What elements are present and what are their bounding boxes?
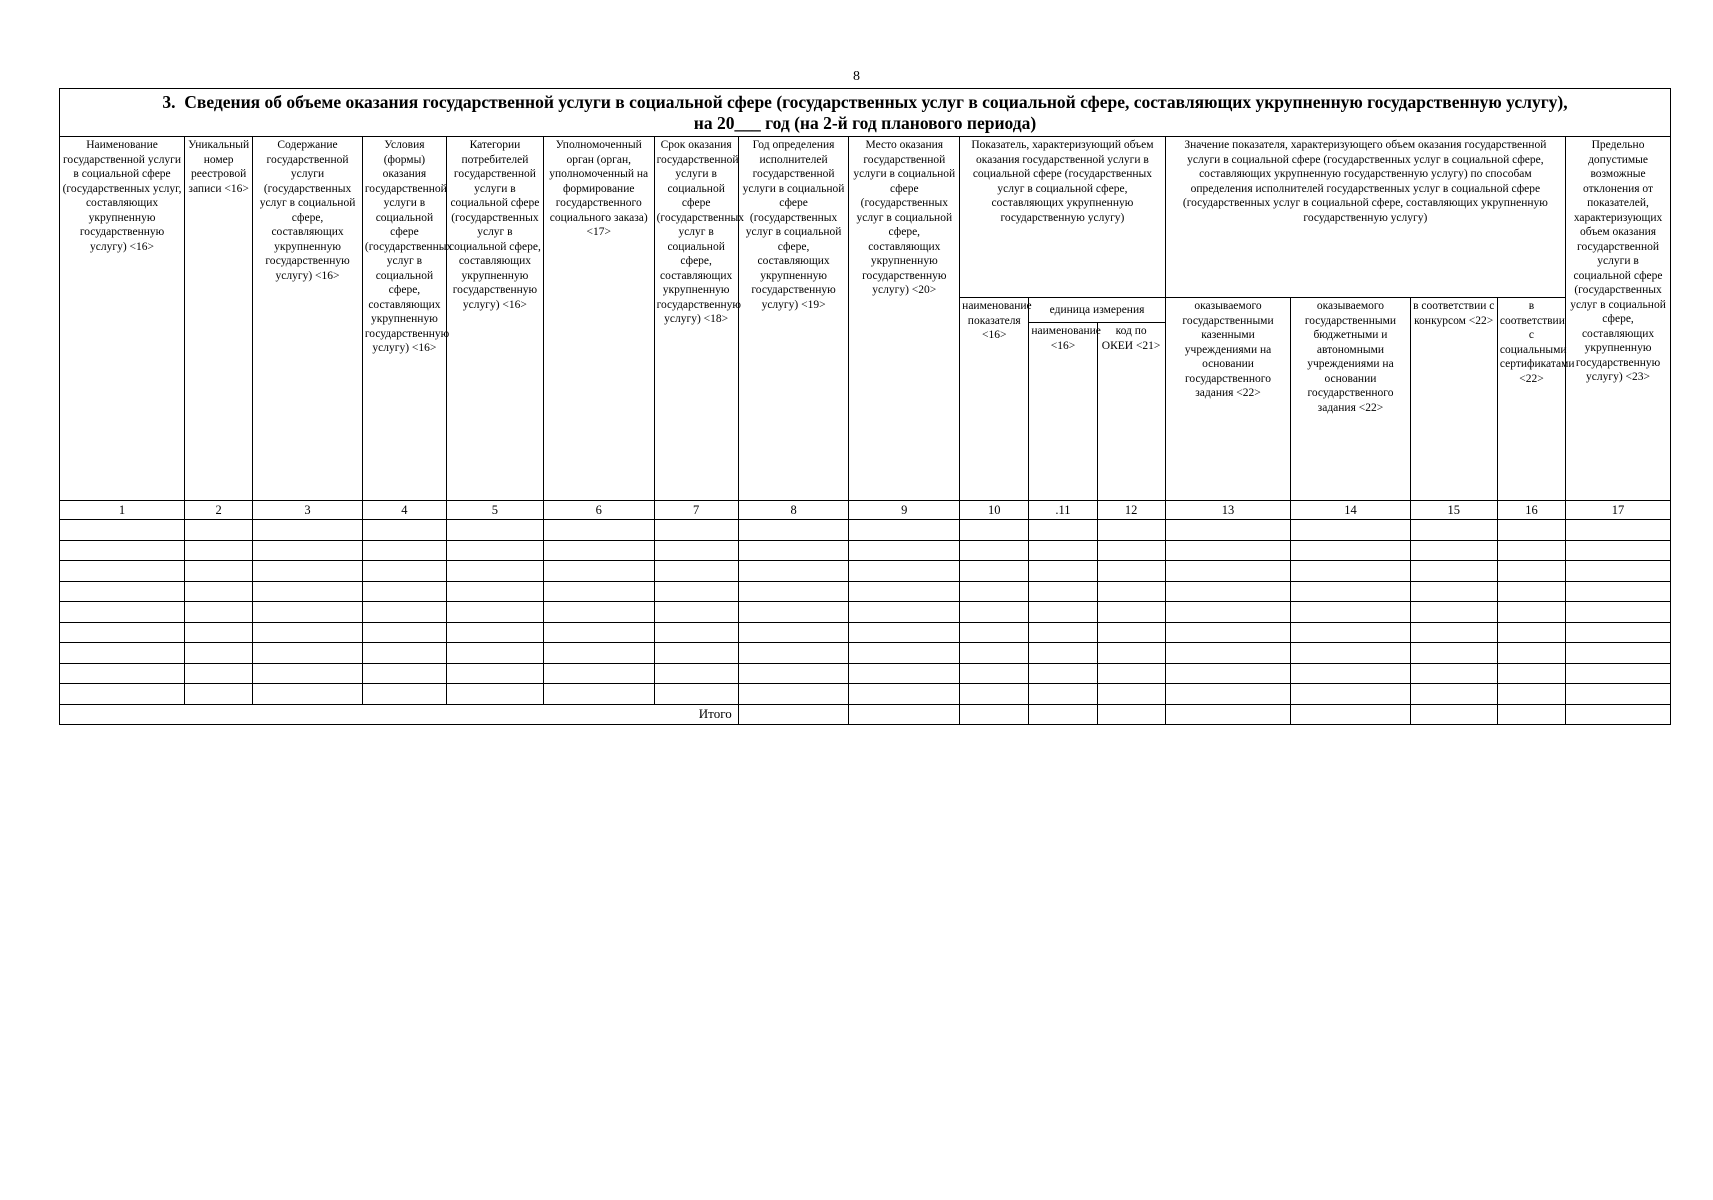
column-number: 3 <box>253 501 363 520</box>
table-cell[interactable] <box>738 520 849 541</box>
table-cell[interactable] <box>1410 602 1497 623</box>
table-cell[interactable] <box>60 540 185 561</box>
total-row <box>60 704 1670 724</box>
table-cell[interactable] <box>1291 704 1410 724</box>
table-cell[interactable] <box>654 581 738 602</box>
header-registry-number: Уникальный номер реестровой записи <16> <box>185 137 253 501</box>
table-cell[interactable] <box>1097 684 1165 705</box>
table-cell[interactable] <box>362 684 446 705</box>
section-number: 3. <box>162 92 176 112</box>
table-cell[interactable] <box>960 704 1029 724</box>
table-cell[interactable] <box>960 581 1029 602</box>
table-cell[interactable] <box>362 581 446 602</box>
header-unit-name: наименование <16> <box>1029 323 1097 501</box>
total-label: Итого <box>60 704 738 724</box>
table-cell[interactable] <box>1291 643 1410 664</box>
table-cell[interactable] <box>446 622 543 643</box>
table-cell[interactable] <box>362 663 446 684</box>
table-row <box>60 602 1670 623</box>
column-number: 17 <box>1566 501 1670 520</box>
volume-table <box>60 137 1670 724</box>
header-service-conditions: Условия (формы) оказания государственной услуги в социальной сфере (государственных услуг в социальной сфере, составляющих укрупненную государственную услугу) <16> <box>362 137 446 501</box>
table-row <box>60 520 1670 541</box>
table-row <box>60 684 1670 705</box>
table-cell[interactable] <box>253 622 363 643</box>
table-cell[interactable] <box>1497 704 1565 724</box>
table-cell[interactable] <box>849 581 960 602</box>
table-cell[interactable] <box>1165 704 1291 724</box>
table-cell[interactable] <box>1566 561 1670 582</box>
table-cell[interactable] <box>1410 663 1497 684</box>
table-cell[interactable] <box>1566 684 1670 705</box>
table-cell[interactable] <box>1566 602 1670 623</box>
table-cell[interactable] <box>1497 581 1565 602</box>
table-cell[interactable] <box>1097 622 1165 643</box>
header-budget-institutions: оказываемого государственными бюджетными и автономными учреждениями на основании государственного задания <22> <box>1291 298 1410 501</box>
table-cell[interactable] <box>1497 540 1565 561</box>
table-cell[interactable] <box>1291 622 1410 643</box>
section-title-text: Сведения об объеме оказания государственной услуги в социальной сфере (государственных услуг в социальной сфере, составляющих укрупненную государственную услугу), <box>184 92 1568 112</box>
table-cell[interactable] <box>1497 520 1565 541</box>
header-service-content: Содержание государственной услуги (государственных услуг в социальной сфере, составляющих укрупненную государственную услугу) <16> <box>253 137 363 501</box>
table-cell[interactable] <box>1029 663 1097 684</box>
table-cell[interactable] <box>1497 602 1565 623</box>
table-cell[interactable] <box>185 622 253 643</box>
header-volume-indicator-group: Показатель, характеризующий объем оказания государственной услуги в социальной сфере (государственных услуг в социальной сфере, составляющих укрупненную государственную услугу) <box>960 137 1166 298</box>
column-number: .11 <box>1029 501 1097 520</box>
table-cell[interactable] <box>960 602 1029 623</box>
table-cell[interactable] <box>654 602 738 623</box>
table-cell[interactable] <box>1165 520 1291 541</box>
table-cell[interactable] <box>1410 684 1497 705</box>
table-cell[interactable] <box>60 643 185 664</box>
table-row <box>60 581 1670 602</box>
table-cell[interactable] <box>1566 622 1670 643</box>
table-cell[interactable] <box>362 520 446 541</box>
column-number: 5 <box>446 501 543 520</box>
table-cell[interactable] <box>1165 622 1291 643</box>
header-consumer-categories: Категории потребителей государственной услуги в социальной сфере (государственных услуг в социальной сфере, составляющих укрупненную государственную услугу) <16> <box>446 137 543 501</box>
table-cell[interactable] <box>362 561 446 582</box>
table-cell[interactable] <box>446 602 543 623</box>
column-number: 16 <box>1497 501 1565 520</box>
table-cell[interactable] <box>1566 520 1670 541</box>
table-cell[interactable] <box>1410 540 1497 561</box>
table-cell[interactable] <box>1497 622 1565 643</box>
table-cell[interactable] <box>960 540 1029 561</box>
table-cell[interactable] <box>253 663 363 684</box>
table-cell[interactable] <box>446 561 543 582</box>
table-cell[interactable] <box>960 520 1029 541</box>
table-cell[interactable] <box>1291 540 1410 561</box>
table-cell[interactable] <box>446 663 543 684</box>
column-number: 4 <box>362 501 446 520</box>
table-cell[interactable] <box>362 602 446 623</box>
table-cell[interactable] <box>1497 684 1565 705</box>
table-cell[interactable] <box>738 602 849 623</box>
page-number: 8 <box>853 69 860 84</box>
table-cell[interactable] <box>960 684 1029 705</box>
table-cell[interactable] <box>1410 561 1497 582</box>
table-cell[interactable] <box>654 622 738 643</box>
table-cell[interactable] <box>1566 540 1670 561</box>
table-cell[interactable] <box>446 581 543 602</box>
table-cell[interactable] <box>543 581 654 602</box>
table-cell[interactable] <box>253 602 363 623</box>
table-cell[interactable] <box>1165 643 1291 664</box>
table-cell[interactable] <box>1410 704 1497 724</box>
header-year-of-determination: Год определения исполнителей государственной услуги в социальной сфере (государственных услуг в социальной сфере, составляющих укрупненную государственную услугу) <19> <box>738 137 849 501</box>
table-cell[interactable] <box>446 643 543 664</box>
header-by-certificates: в соответствии с социальными сертификатами <22> <box>1497 298 1565 501</box>
table-cell[interactable] <box>1165 581 1291 602</box>
table-cell[interactable] <box>543 643 654 664</box>
table-cell[interactable] <box>738 663 849 684</box>
table-cell[interactable] <box>960 561 1029 582</box>
table-cell[interactable] <box>185 602 253 623</box>
table-cell[interactable] <box>849 643 960 664</box>
column-number: 1 <box>60 501 185 520</box>
table-cell[interactable] <box>1291 581 1410 602</box>
header-service-place: Место оказания государственной услуги в социальной сфере (государственных услуг в социальной сфере, составляющих укрупненную государственную услугу) <20> <box>849 137 960 501</box>
table-cell[interactable] <box>60 602 185 623</box>
table-cell[interactable] <box>1165 684 1291 705</box>
table-cell[interactable] <box>1165 561 1291 582</box>
table-cell[interactable] <box>1097 643 1165 664</box>
table-cell[interactable] <box>654 561 738 582</box>
header-unit-of-measure: единица измерения <box>1029 298 1165 323</box>
table-cell[interactable] <box>185 581 253 602</box>
column-number: 12 <box>1097 501 1165 520</box>
table-cell[interactable] <box>1029 520 1097 541</box>
table-cell[interactable] <box>60 663 185 684</box>
table-cell[interactable] <box>1165 663 1291 684</box>
section-title-line2: на 20___ год (на 2-й год планового периода) <box>693 113 1037 133</box>
table-cell[interactable] <box>1029 704 1097 724</box>
table-cell[interactable] <box>738 684 849 705</box>
table-cell[interactable] <box>654 643 738 664</box>
section-title-line1 <box>68 92 1662 113</box>
table-cell[interactable] <box>253 581 363 602</box>
table-cell[interactable] <box>1291 663 1410 684</box>
section-title <box>60 89 1670 137</box>
column-number: 9 <box>849 501 960 520</box>
table-cell[interactable] <box>1291 561 1410 582</box>
table-cell[interactable] <box>654 540 738 561</box>
header-indicator-value-group: Значение показателя, характеризующего объем оказания государственной услуги в социальной сфере (государственных услуг в социальной сфере, составляющих укрупненную государственную услугу) по способам определения исполнителей государственных услуг в социальной сфере (государственных услуг в социальной сфере, составляющих укрупненную государственную услугу) <box>1165 137 1565 298</box>
table-cell[interactable] <box>60 520 185 541</box>
table-cell[interactable] <box>253 540 363 561</box>
table-cell[interactable] <box>1029 581 1097 602</box>
table-cell[interactable] <box>738 540 849 561</box>
table-cell[interactable] <box>1410 643 1497 664</box>
table-cell[interactable] <box>543 622 654 643</box>
table-cell[interactable] <box>1566 581 1670 602</box>
table-cell[interactable] <box>1097 520 1165 541</box>
column-number: 15 <box>1410 501 1497 520</box>
column-number-row <box>60 501 1670 520</box>
table-cell[interactable] <box>738 622 849 643</box>
table-cell[interactable] <box>253 520 363 541</box>
table-cell[interactable] <box>60 684 185 705</box>
header-allowed-deviations: Предельно допустимые возможные отклонения от показателей, характеризующих объем оказания государственной услуги в социальной сфере (государственных услуг в социальной сфере, составляющих укрупненную государственную услугу) <23> <box>1566 137 1670 501</box>
table-cell[interactable] <box>60 581 185 602</box>
column-number: 14 <box>1291 501 1410 520</box>
table-cell[interactable] <box>738 561 849 582</box>
table-cell[interactable] <box>1291 684 1410 705</box>
table-cell[interactable] <box>849 602 960 623</box>
table-cell[interactable] <box>1097 602 1165 623</box>
table-cell[interactable] <box>543 602 654 623</box>
table-cell[interactable] <box>1165 540 1291 561</box>
column-number: 7 <box>654 501 738 520</box>
table-cell[interactable] <box>849 520 960 541</box>
column-number: 2 <box>185 501 253 520</box>
table-cell[interactable] <box>1029 561 1097 582</box>
table-cell[interactable] <box>1029 684 1097 705</box>
table-cell[interactable] <box>253 643 363 664</box>
table-cell[interactable] <box>1410 520 1497 541</box>
table-cell[interactable] <box>543 520 654 541</box>
table-cell[interactable] <box>738 581 849 602</box>
table-cell[interactable] <box>1029 540 1097 561</box>
column-number: 6 <box>543 501 654 520</box>
header-service-term: Срок оказания государственной услуги в социальной сфере (государственных услуг в социальной сфере, составляющих укрупненную государственную услугу) <18> <box>654 137 738 501</box>
table-cell[interactable] <box>654 684 738 705</box>
table-cell[interactable] <box>253 684 363 705</box>
table-cell[interactable] <box>849 561 960 582</box>
table-cell[interactable] <box>446 540 543 561</box>
table-row <box>60 561 1670 582</box>
table-cell[interactable] <box>1566 663 1670 684</box>
table-cell[interactable] <box>543 663 654 684</box>
table-cell[interactable] <box>543 684 654 705</box>
header-authorized-body: Уполномоченный орган (орган, уполномоченный на формирование государственного социального заказа) <17> <box>543 137 654 501</box>
table-cell[interactable] <box>1097 581 1165 602</box>
table-cell[interactable] <box>1029 602 1097 623</box>
table-row <box>60 663 1670 684</box>
table-cell[interactable] <box>1291 520 1410 541</box>
table-cell[interactable] <box>738 704 849 724</box>
table-cell[interactable] <box>960 663 1029 684</box>
table-cell[interactable] <box>1097 663 1165 684</box>
table-cell[interactable] <box>1165 602 1291 623</box>
table-cell[interactable] <box>60 561 185 582</box>
table-cell[interactable] <box>185 663 253 684</box>
table-cell[interactable] <box>253 561 363 582</box>
table-cell[interactable] <box>185 643 253 664</box>
table-cell[interactable] <box>1497 663 1565 684</box>
table-cell[interactable] <box>738 643 849 664</box>
table-cell[interactable] <box>849 622 960 643</box>
table-cell[interactable] <box>654 663 738 684</box>
table-cell[interactable] <box>362 643 446 664</box>
table-body <box>60 501 1670 724</box>
table-cell[interactable] <box>849 663 960 684</box>
table-cell[interactable] <box>446 684 543 705</box>
table-cell[interactable] <box>849 704 960 724</box>
table-cell[interactable] <box>1097 704 1165 724</box>
header-state-institutions: оказываемого государственными казенными учреждениями на основании государственного задания <22> <box>1165 298 1291 501</box>
table-cell[interactable] <box>362 540 446 561</box>
table-cell[interactable] <box>1029 643 1097 664</box>
table-cell[interactable] <box>1029 622 1097 643</box>
table-cell[interactable] <box>849 684 960 705</box>
table-cell[interactable] <box>960 643 1029 664</box>
table-cell[interactable] <box>185 561 253 582</box>
table-cell[interactable] <box>362 622 446 643</box>
table-row <box>60 622 1670 643</box>
header-service-name: Наименование государственной услуги в социальной сфере (государственных услуг, составляющих укрупненную государственную услугу) <16> <box>60 137 185 501</box>
column-number: 10 <box>960 501 1029 520</box>
table-cell[interactable] <box>543 540 654 561</box>
table-cell[interactable] <box>654 520 738 541</box>
table-cell[interactable] <box>1410 581 1497 602</box>
header-indicator-name: наименование показателя <16> <box>960 298 1029 501</box>
table-cell[interactable] <box>446 520 543 541</box>
column-number: 8 <box>738 501 849 520</box>
table-cell[interactable] <box>185 684 253 705</box>
column-number: 13 <box>1165 501 1291 520</box>
table-row <box>60 540 1670 561</box>
table-cell[interactable] <box>1410 622 1497 643</box>
table-cell[interactable] <box>1097 540 1165 561</box>
table-cell[interactable] <box>960 622 1029 643</box>
header-okei-code: код по ОКЕИ <21> <box>1097 323 1165 501</box>
table-cell[interactable] <box>849 540 960 561</box>
table-cell[interactable] <box>1291 602 1410 623</box>
header-by-competition: в соответствии с конкурсом <22> <box>1410 298 1497 501</box>
table-cell[interactable] <box>1497 643 1565 664</box>
table-cell[interactable] <box>185 540 253 561</box>
table-cell[interactable] <box>1566 643 1670 664</box>
table-cell[interactable] <box>1497 561 1565 582</box>
table-cell[interactable] <box>1566 704 1670 724</box>
table-cell[interactable] <box>185 520 253 541</box>
table-cell[interactable] <box>60 622 185 643</box>
form-section-3 <box>59 88 1671 725</box>
table-cell[interactable] <box>1097 561 1165 582</box>
table-row <box>60 643 1670 664</box>
table-cell[interactable] <box>543 561 654 582</box>
